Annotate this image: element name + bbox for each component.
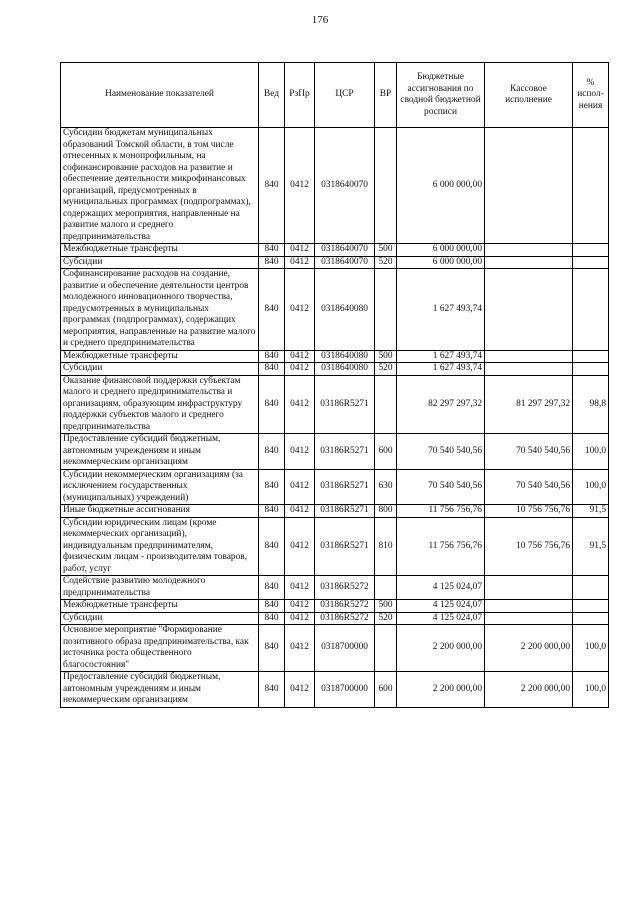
cell-pct xyxy=(573,256,609,269)
cell-name: Субсидии xyxy=(61,363,259,376)
table-row xyxy=(61,434,609,470)
cell-name: Предоставление субсидий бюджетным, автономным учреждениям и иным некоммерческим организациям xyxy=(61,434,259,470)
col-header-name: Наименование показателей xyxy=(61,63,259,128)
cell-cash xyxy=(485,576,573,600)
cell-pct xyxy=(573,363,609,376)
table-row xyxy=(61,600,609,613)
col-header-percent: % испол-нения xyxy=(573,63,609,128)
cell-ved: 840 xyxy=(259,269,285,351)
cell-name: Межбюджетные трансферты xyxy=(61,244,259,257)
cell-assign: 4 125 024,07 xyxy=(397,612,485,625)
cell-csr: 0318640070 xyxy=(315,128,375,244)
cell-name: Субсидии xyxy=(61,612,259,625)
table-row xyxy=(61,576,609,600)
cell-ved: 840 xyxy=(259,469,285,505)
cell-ved: 840 xyxy=(259,576,285,600)
cell-cash: 2 200 000,00 xyxy=(485,625,573,672)
cell-name: Субсидии некоммерческим организациям (за исключением государственных (муниципальных) учреждений) xyxy=(61,469,259,505)
table-row xyxy=(61,469,609,505)
cell-csr: 03186R5272 xyxy=(315,600,375,613)
cell-cash: 10 756 756,76 xyxy=(485,505,573,518)
cell-pct: 91,5 xyxy=(573,505,609,518)
cell-rzpr: 0412 xyxy=(285,434,315,470)
cell-assign: 6 000 000,00 xyxy=(397,128,485,244)
cell-ved: 840 xyxy=(259,600,285,613)
cell-cash xyxy=(485,269,573,351)
cell-name: Предоставление субсидий бюджетным, автономным учреждениям и иным некоммерческим организациям xyxy=(61,672,259,708)
cell-pct: 98,8 xyxy=(573,375,609,434)
cell-ved: 840 xyxy=(259,350,285,363)
cell-assign: 82 297 297,32 xyxy=(397,375,485,434)
cell-name: Софинансирование расходов на создание, развитие и обеспечение деятельности центров молодежного инновационного творчества, предусмотренных в муниципальных программах (подпрограммах), содержащих мероприятия, направленные на развитие малого и среднего предпринимательства xyxy=(61,269,259,351)
cell-csr: 03186R5271 xyxy=(315,434,375,470)
cell-vr: 500 xyxy=(375,244,397,257)
cell-assign: 2 200 000,00 xyxy=(397,625,485,672)
cell-cash xyxy=(485,600,573,613)
cell-rzpr: 0412 xyxy=(285,128,315,244)
cell-csr: 03186R5272 xyxy=(315,612,375,625)
cell-pct: 91,5 xyxy=(573,517,609,576)
cell-vr xyxy=(375,269,397,351)
table-row xyxy=(61,672,609,708)
col-header-csr: ЦСР xyxy=(315,63,375,128)
col-header-vr: ВР xyxy=(375,63,397,128)
cell-csr: 0318640070 xyxy=(315,244,375,257)
cell-ved: 840 xyxy=(259,625,285,672)
cell-pct xyxy=(573,576,609,600)
cell-vr: 500 xyxy=(375,350,397,363)
cell-ved: 840 xyxy=(259,244,285,257)
cell-assign: 70 540 540,56 xyxy=(397,469,485,505)
cell-vr: 630 xyxy=(375,469,397,505)
cell-name: Иные бюджетные ассигнования xyxy=(61,505,259,518)
cell-ved: 840 xyxy=(259,256,285,269)
cell-cash: 2 200 000,00 xyxy=(485,672,573,708)
cell-pct: 100,0 xyxy=(573,469,609,505)
cell-csr: 03186R5271 xyxy=(315,505,375,518)
cell-assign: 11 756 756,76 xyxy=(397,505,485,518)
cell-assign: 1 627 493,74 xyxy=(397,350,485,363)
cell-vr: 520 xyxy=(375,256,397,269)
cell-vr xyxy=(375,625,397,672)
cell-pct: 100,0 xyxy=(573,672,609,708)
cell-vr: 600 xyxy=(375,434,397,470)
cell-ved: 840 xyxy=(259,672,285,708)
cell-ved: 840 xyxy=(259,612,285,625)
budget-table xyxy=(60,62,609,708)
cell-vr: 520 xyxy=(375,612,397,625)
cell-pct xyxy=(573,612,609,625)
cell-assign: 1 627 493,74 xyxy=(397,363,485,376)
cell-ved: 840 xyxy=(259,375,285,434)
cell-name: Субсидии xyxy=(61,256,259,269)
cell-csr: 03186R5271 xyxy=(315,469,375,505)
cell-name: Содействие развитию молодежного предпринимательства xyxy=(61,576,259,600)
table-row xyxy=(61,128,609,244)
cell-rzpr: 0412 xyxy=(285,517,315,576)
cell-vr xyxy=(375,128,397,244)
cell-cash xyxy=(485,256,573,269)
cell-cash xyxy=(485,363,573,376)
cell-csr: 0318640080 xyxy=(315,363,375,376)
cell-vr xyxy=(375,576,397,600)
cell-vr: 810 xyxy=(375,517,397,576)
cell-rzpr: 0412 xyxy=(285,244,315,257)
cell-ved: 840 xyxy=(259,517,285,576)
table-row xyxy=(61,612,609,625)
table-row xyxy=(61,244,609,257)
cell-cash: 81 297 297,32 xyxy=(485,375,573,434)
cell-cash xyxy=(485,244,573,257)
cell-cash xyxy=(485,350,573,363)
cell-name: Межбюджетные трансферты xyxy=(61,350,259,363)
table-row xyxy=(61,363,609,376)
cell-cash xyxy=(485,128,573,244)
cell-rzpr: 0412 xyxy=(285,600,315,613)
header-row xyxy=(61,63,609,128)
cell-assign: 6 000 000,00 xyxy=(397,244,485,257)
cell-vr xyxy=(375,375,397,434)
cell-assign: 4 125 024,07 xyxy=(397,576,485,600)
cell-ved: 840 xyxy=(259,505,285,518)
cell-rzpr: 0412 xyxy=(285,350,315,363)
cell-vr: 600 xyxy=(375,672,397,708)
cell-pct: 100,0 xyxy=(573,625,609,672)
cell-name: Субсидии бюджетам муниципальных образований Томской области, в том числе отнесенных к монопрофильным, на софинансирование расходов на развитие и обеспечение деятельности микрофинансовых организаций, предусмотренных в муниципальных программах (подпрограммах), содержащих мероприятия, направленные на развитие малого и среднего предпринимательства xyxy=(61,128,259,244)
table-row xyxy=(61,625,609,672)
col-header-assignments: Бюджетные ассигнования по сводной бюджетной росписи xyxy=(397,63,485,128)
cell-assign: 6 000 000,00 xyxy=(397,256,485,269)
cell-cash: 70 540 540,56 xyxy=(485,469,573,505)
cell-name: Субсидии юридическим лицам (кроме некоммерческих организаций), индивидуальным предпринимателям, физическим лицам - производителям товаров, работ, услуг xyxy=(61,517,259,576)
cell-vr: 800 xyxy=(375,505,397,518)
table-row xyxy=(61,375,609,434)
table-row xyxy=(61,350,609,363)
cell-rzpr: 0412 xyxy=(285,256,315,269)
col-header-cash: Кассовое исполнение xyxy=(485,63,573,128)
cell-pct xyxy=(573,128,609,244)
cell-rzpr: 0412 xyxy=(285,505,315,518)
cell-csr: 03186R5271 xyxy=(315,375,375,434)
cell-rzpr: 0412 xyxy=(285,469,315,505)
cell-rzpr: 0412 xyxy=(285,363,315,376)
cell-csr: 0318640070 xyxy=(315,256,375,269)
cell-name: Межбюджетные трансферты xyxy=(61,600,259,613)
cell-assign: 2 200 000,00 xyxy=(397,672,485,708)
cell-name: Оказание финансовой поддержки субъектам малого и среднего предпринимательства и организациям, образующим инфраструктуру поддержки субъектов малого и среднего предпринимательства xyxy=(61,375,259,434)
cell-ved: 840 xyxy=(259,128,285,244)
table-row xyxy=(61,256,609,269)
cell-pct xyxy=(573,269,609,351)
cell-rzpr: 0412 xyxy=(285,269,315,351)
page-number: 176 xyxy=(311,14,329,26)
cell-rzpr: 0412 xyxy=(285,672,315,708)
cell-name: Основное мероприятие "Формирование позитивного образа предпринимательства, как источника роста общественного благосостояния" xyxy=(61,625,259,672)
cell-assign: 11 756 756,76 xyxy=(397,517,485,576)
col-header-rzpr: РзПр xyxy=(285,63,315,128)
cell-rzpr: 0412 xyxy=(285,375,315,434)
cell-vr: 520 xyxy=(375,363,397,376)
cell-vr: 500 xyxy=(375,600,397,613)
cell-assign: 4 125 024,07 xyxy=(397,600,485,613)
cell-csr: 0318700000 xyxy=(315,625,375,672)
cell-cash: 70 540 540,56 xyxy=(485,434,573,470)
cell-csr: 03186R5271 xyxy=(315,517,375,576)
cell-pct xyxy=(573,600,609,613)
cell-cash xyxy=(485,612,573,625)
cell-pct: 100,0 xyxy=(573,434,609,470)
cell-pct xyxy=(573,244,609,257)
cell-rzpr: 0412 xyxy=(285,625,315,672)
table-row xyxy=(61,517,609,576)
cell-assign: 1 627 493,74 xyxy=(397,269,485,351)
cell-csr: 0318700000 xyxy=(315,672,375,708)
cell-rzpr: 0412 xyxy=(285,576,315,600)
col-header-ved: Вед xyxy=(259,63,285,128)
cell-ved: 840 xyxy=(259,434,285,470)
cell-pct xyxy=(573,350,609,363)
cell-cash: 10 756 756,76 xyxy=(485,517,573,576)
cell-csr: 03186R5272 xyxy=(315,576,375,600)
table-row xyxy=(61,269,609,351)
cell-assign: 70 540 540,56 xyxy=(397,434,485,470)
cell-csr: 0318640080 xyxy=(315,269,375,351)
cell-ved: 840 xyxy=(259,363,285,376)
cell-csr: 0318640080 xyxy=(315,350,375,363)
cell-rzpr: 0412 xyxy=(285,612,315,625)
table-row xyxy=(61,505,609,518)
